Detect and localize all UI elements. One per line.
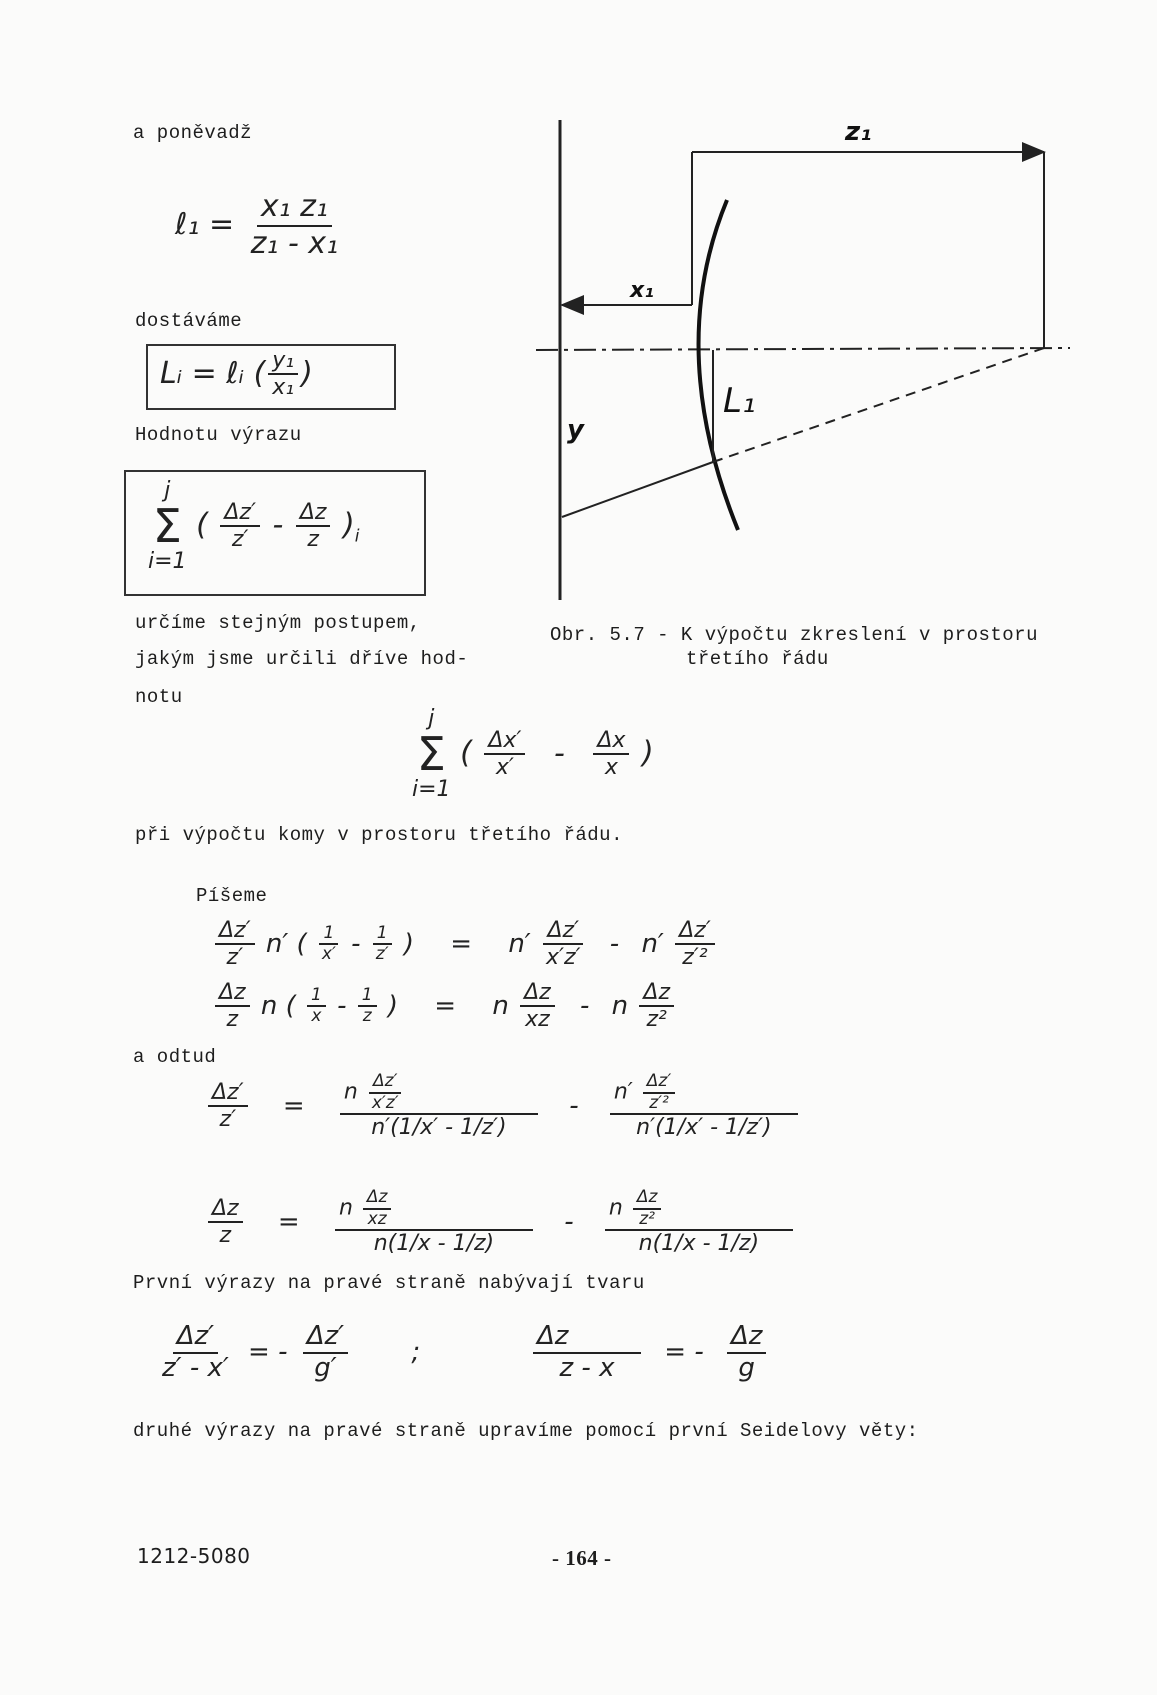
sum-z-subscript: i [354,526,360,547]
sum-z-sigma: Σ [152,499,182,553]
formula-o2 [205,1188,796,1256]
o1-a-coef: n [343,1079,358,1105]
figure-5-7 [530,110,1090,610]
sum-x-sigma: Σ [416,727,446,781]
formula-Li-denominator: x₁ [272,375,295,401]
w2-r1-den: xz [525,1007,550,1033]
t2-rhs-den: g [738,1352,755,1383]
formula-sum-x [412,706,654,802]
figure-label-x1: x₁ [630,278,654,303]
text-dostavame: dostáváme [135,310,243,332]
text-piseme: Píšeme [196,885,268,907]
sum-x-upper-limit: j [428,706,435,731]
sum-z-den1: z′ [231,527,249,552]
w2-lhs-den: z [226,1007,239,1033]
figure-label-y: y [567,415,584,445]
o2-b-den: n(1/x - 1/z) [638,1231,760,1257]
sum-x-open: ( [460,735,472,771]
sum-z-den2: z [307,527,319,552]
text-urcime-2: jakým jsme určili dříve hod- [135,648,469,670]
t1-lhs-den: z′ - x′ [162,1352,229,1383]
text-druhe-vyrazy: druhé výrazy na pravé straně upravíme pomocí první Seidelovy věty: [133,1420,919,1442]
w1-f2-den: z′ [375,944,389,965]
text-hodnotu-vyrazu: Hodnotu výrazu [135,424,302,446]
w2-minus: - [337,990,347,1021]
text-a-ponevadz: a poněvadž [133,122,253,144]
w1-f2-num: 1 [373,924,392,946]
formula-Li [160,348,313,401]
w1-mid: n′ ( [265,928,307,959]
o1-a-inner-num: Δz′ [369,1072,401,1094]
w1-minus: - [351,928,361,959]
w1-r1-coef: n′ [508,928,531,959]
figure-caption-line2: třetího řádu [686,648,829,670]
formula-t2 [530,1322,769,1384]
o2-equals: = [277,1206,300,1237]
o2-a-inner-den: xz [367,1208,387,1229]
o1-b-coef: n′ [613,1079,633,1105]
o2-lhs-den: z [219,1223,232,1249]
figure-label-L1: L₁ [723,381,756,421]
figure-ray-dashed [713,348,1044,462]
page-number: - 164 - [552,1546,612,1570]
sum-z-upper-limit: j [164,478,171,503]
sum-z-close: ) [343,507,355,543]
sum-x-lower-limit: i=1 [412,777,451,802]
o1-lhs-den: z′ [219,1107,237,1133]
t1-lhs-num: Δz′ [173,1322,218,1354]
w1-close: ) [403,928,414,959]
o1-a-inner-den: x′z′ [371,1092,399,1113]
w1-r2-num: Δz′ [675,918,715,945]
w2-r1-num: Δz [520,980,555,1007]
o1-b-den: n′(1/x′ - 1/z′) [636,1115,772,1141]
text-urcime-1: určíme stejným postupem, [135,612,421,634]
text-a-odtud: a odtud [133,1046,217,1068]
formula-l1 [175,190,345,261]
formula-o1 [205,1072,801,1140]
sum-x-den2: x [604,755,618,780]
t1-rhs-den: g′ [314,1352,337,1383]
w1-r2-coef: n′ [641,928,664,959]
o2-a-inner-num: Δz [363,1188,392,1210]
t2-lhs-den: z - x [559,1352,615,1383]
formula-w2 [212,980,677,1033]
sum-z-minus: - [272,507,284,543]
t1-rhs-num: Δz′ [303,1322,348,1354]
w1-f1-den: x′ [321,944,336,965]
text-prvni-vyrazy: První výrazy na pravé straně nabývají tvaru [133,1272,645,1294]
o1-a-den: n′(1/x′ - 1/z′) [371,1115,507,1141]
o2-b-coef: n [608,1195,623,1221]
o2-minus: - [564,1206,574,1237]
sum-z-num1: Δz′ [220,500,260,527]
w2-f2-num: 1 [358,986,377,1008]
formula-sum-z [148,478,359,574]
figure-optical-axis [536,348,1070,350]
w2-r-minus: - [579,990,590,1021]
w2-f2-den: z [362,1006,372,1027]
o1-equals: = [282,1090,305,1121]
formula-l1-denominator: z₁ - x₁ [250,225,339,261]
w2-r2-num: Δz [639,980,674,1007]
w1-r2-den: z′² [682,945,708,971]
formula-l1-numerator: x₁ z₁ [257,190,332,227]
t1-equals: = - [248,1337,288,1368]
sum-x-num1: Δx′ [484,728,525,755]
figure-label-z1: z₁ [845,117,872,147]
w2-r2-coef: n [611,990,629,1021]
w2-f1-den: x [311,1006,322,1027]
doc-number: 1212-5080 [137,1544,251,1568]
w1-equals: = [450,928,473,959]
formula-Li-numerator: y₁ [268,348,298,375]
w2-mid: n ( [260,990,296,1021]
w2-equals: = [434,990,457,1021]
w2-close: ) [387,990,399,1021]
sum-z-num2: Δz [296,500,331,527]
formula-t1 [155,1322,420,1384]
w1-lhs-den: z′ [226,945,244,971]
o1-b-inner-den: z′² [649,1092,669,1113]
w1-f1-num: 1 [319,924,338,946]
figure-caption-line1: Obr. 5.7 - K výpočtu zkreslení v prostoru [550,624,1038,646]
w1-r-minus: - [609,928,620,959]
formula-Li-close: ) [301,355,313,391]
sum-x-den1: x′ [495,755,514,780]
sum-x-num2: Δx [593,728,629,755]
w1-r1-den: x′z′ [545,945,581,971]
o1-minus: - [569,1090,579,1121]
o2-b-inner-num: Δz [633,1188,662,1210]
w1-r1-num: Δz′ [543,918,583,945]
t2-rhs-num: Δz [727,1322,766,1354]
w2-r1-coef: n [492,990,509,1021]
o2-a-coef: n [338,1195,353,1221]
sum-x-minus: - [553,735,565,771]
o2-b-inner-den: z² [639,1208,655,1229]
text-pri-vypoctu: při výpočtu komy v prostoru třetího řádu. [135,824,623,846]
w1-lhs-num: Δz′ [215,918,255,945]
o2-a-den: n(1/x - 1/z) [373,1231,495,1257]
o1-lhs-num: Δz′ [208,1080,248,1107]
formula-l1-lhs: ℓ₁ = [175,207,235,242]
t2-lhs-num: Δz [533,1322,641,1354]
formula-w1 [212,918,718,971]
w2-f1-num: 1 [307,986,326,1008]
t2-equals: = - [664,1337,704,1368]
o1-b-inner-num: Δz′ [643,1072,675,1094]
sum-x-close: ) [641,735,654,771]
sum-z-open: ( [196,507,208,543]
sum-z-lower-limit: i=1 [148,549,187,574]
figure-curved-surface [699,200,738,530]
figure-ray-solid [562,462,713,517]
w2-lhs-num: Δz [215,980,250,1007]
text-urcime-3: notu [135,686,183,708]
w2-r2-den: z² [646,1007,667,1033]
o2-lhs-num: Δz [208,1196,243,1223]
t1-separator: ; [411,1337,421,1368]
formula-Li-lhs: Lᵢ = ℓᵢ ( [160,355,266,391]
